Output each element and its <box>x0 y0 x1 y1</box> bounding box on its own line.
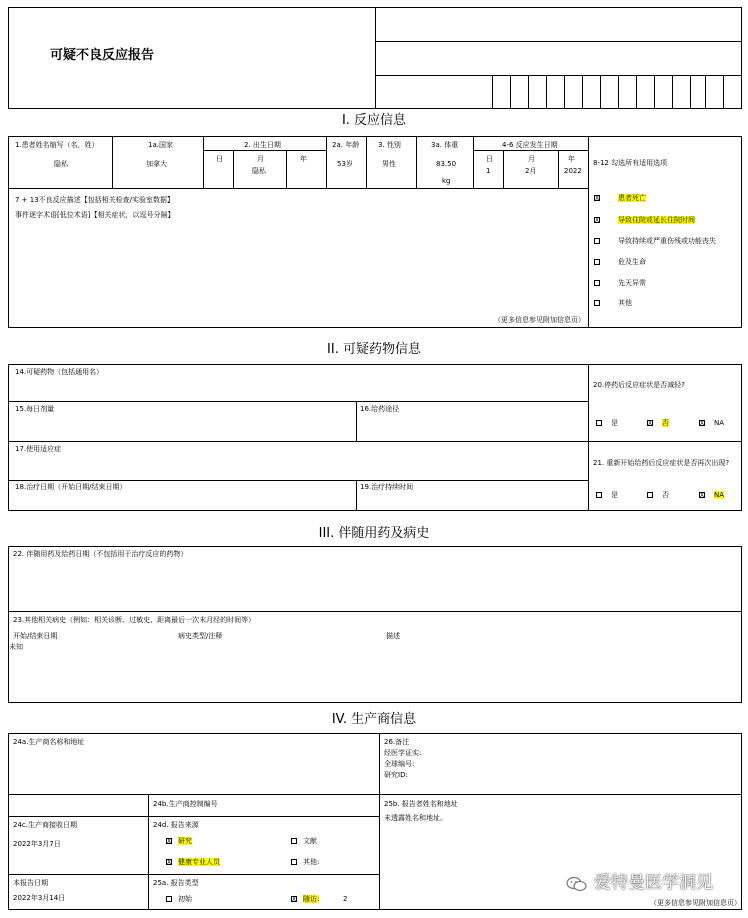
remark-medically-confirmed: 经医学证实: <box>384 749 422 757</box>
criteria-checkbox-other[interactable] <box>594 300 600 306</box>
remark-study-id: 研究ID: <box>384 771 408 779</box>
type-followup-label: 随访: <box>303 895 320 903</box>
section-title-reaction: I. 反应信息 <box>341 113 407 128</box>
control-number-label: 24b.生产商控制编号 <box>153 800 218 808</box>
country-value: 加拿大 <box>146 160 167 168</box>
type-followup-checkbox[interactable]: X <box>292 896 297 903</box>
daily-dose-label: 15.每日剂量 <box>15 405 55 413</box>
report-date-label: 本报告日期 <box>13 879 48 887</box>
route-label: 16.给药途径 <box>360 405 400 413</box>
sex-label: 3. 性别 <box>378 141 401 149</box>
rechallenge-na-checkbox[interactable]: X <box>700 492 705 499</box>
source-literature-checkbox[interactable] <box>291 838 297 844</box>
dechallenge-yes-label: 是 <box>611 419 618 427</box>
history-col-description: 描述 <box>386 632 400 640</box>
source-literature-label: 文献 <box>303 837 317 845</box>
rechallenge-yes-label: 是 <box>611 491 618 499</box>
criteria-checkbox-congenital[interactable] <box>594 280 600 286</box>
reaction-description-label: 7 + 13不良反应描述【包括相关检查/实验室数据】 <box>15 196 175 204</box>
type-initial-checkbox[interactable] <box>166 896 172 902</box>
patient-id-value: 隐私 <box>54 160 68 168</box>
criteria-title: 8-12 勾选所有适用选项 <box>593 159 668 167</box>
age-value: 53岁 <box>337 160 353 168</box>
dechallenge-question: 20.停药后反应症状是否减轻? <box>593 381 685 389</box>
medical-history-label: 23.其他相关病史（例如：相关诊断、过敏史、距离最后一次末月经的时间等） <box>13 616 256 624</box>
onset-year-label: 年 <box>568 155 575 163</box>
manufacturer-name-label: 24a.生产商名称和地址 <box>13 738 85 746</box>
history-box <box>8 546 742 703</box>
report-type-label: 25a. 报告类型 <box>153 879 199 887</box>
received-date-value: 2022年3月7日 <box>13 840 61 848</box>
footer-more-info: （更多信息参见附加信息页） <box>650 899 741 907</box>
section-title-drug: II. 可疑药物信息 <box>327 342 421 357</box>
report-title: 可疑不良反应报告 <box>50 48 155 63</box>
criteria-label-congenital: 先天异常 <box>618 279 646 287</box>
birth-month-label: 月 <box>257 155 264 163</box>
type-initial-label: 初始 <box>178 895 192 903</box>
reporter-label: 25b. 报告者姓名和地址 <box>384 800 458 808</box>
section-title-manufacturer: IV. 生产商信息 <box>331 712 417 727</box>
rechallenge-yes-checkbox[interactable] <box>596 492 602 498</box>
wechat-icon <box>566 876 588 892</box>
criteria-label-hospitalization: 导致住院或延长住院时间 <box>618 216 695 224</box>
onset-year-value: 2022 <box>564 167 582 175</box>
source-hcp-label: 健康专业人员 <box>178 858 220 866</box>
dechallenge-yes-checkbox[interactable] <box>596 420 602 426</box>
source-other-label: 其他: <box>303 858 320 866</box>
onset-day-label: 日 <box>486 155 493 163</box>
indication-label: 17.使用适应症 <box>15 445 62 453</box>
report-date-value: 2022年3月14日 <box>13 894 66 902</box>
birth-day-label: 日 <box>216 155 223 163</box>
more-info-note: （更多信息参见附加信息页） <box>494 316 585 324</box>
therapy-dates-label: 18.治疗日期（开始日期/结束日期） <box>15 483 127 491</box>
report-source-label: 24d. 报告来源 <box>153 821 199 829</box>
criteria-label-life-threatening: 危及生命 <box>618 258 646 266</box>
criteria-checkbox-death[interactable]: X <box>595 195 600 202</box>
history-col-dates: 开始/结束日期 <box>13 632 58 640</box>
age-label: 2a. 年龄 <box>332 141 360 149</box>
remark-global-id: 全球编号: <box>384 760 415 768</box>
history-row-value: 未知 <box>9 643 23 651</box>
rechallenge-no-label: 否 <box>662 491 669 499</box>
criteria-checkbox-disability[interactable] <box>594 238 600 244</box>
birth-year-label: 年 <box>300 155 307 163</box>
history-col-type: 病史类型/注释 <box>178 632 223 640</box>
weight-unit: kg <box>442 177 451 185</box>
followup-number: 2 <box>343 895 348 903</box>
criteria-label-other: 其他 <box>618 299 632 307</box>
reporter-value: 未透露姓名和地址。 <box>384 814 447 822</box>
watermark-text: 爱特曼医学洞见 <box>594 873 713 893</box>
dechallenge-na-label: NA <box>714 419 725 427</box>
criteria-checkbox-hospitalization[interactable]: X <box>595 217 600 224</box>
country-label: 1a.国家 <box>148 141 173 149</box>
rechallenge-na-label: NA <box>714 491 725 499</box>
source-other-checkbox[interactable] <box>291 859 297 865</box>
source-study-checkbox[interactable]: X <box>167 838 172 845</box>
sex-value: 男性 <box>382 160 396 168</box>
rechallenge-no-checkbox[interactable] <box>647 492 653 498</box>
onset-date-label: 4-6 反应发生日期 <box>502 141 558 149</box>
dechallenge-no-label: 否 <box>662 419 669 427</box>
dechallenge-na-checkbox[interactable]: X <box>700 420 705 427</box>
birth-month-value: 隐私 <box>252 167 266 175</box>
criteria-checkbox-life-threatening[interactable] <box>594 259 600 265</box>
therapy-duration-label: 19.治疗持续时间 <box>360 483 414 491</box>
rechallenge-question: 21. 重新开始给药后反应症状是否再次出现? <box>593 459 730 467</box>
source-hcp-checkbox[interactable]: X <box>167 859 172 866</box>
suspect-drug-label: 14.可疑药物（包括通用名） <box>15 368 104 376</box>
weight-label: 3a. 体重 <box>431 141 459 149</box>
onset-day-value: 1 <box>486 167 491 175</box>
received-date-label: 24c.生产商接收日期 <box>13 821 77 829</box>
concomitant-drugs-label: 22. 伴随用药及给药日期（不包括用于治疗反应的药物） <box>13 550 188 558</box>
source-study-label: 研究 <box>178 837 192 845</box>
criteria-label-death: 患者死亡 <box>618 194 646 202</box>
criteria-label-disability: 导致持续或严重伤残或功能丧失 <box>618 237 716 245</box>
reaction-verbatim-label: 事件逐字术语[低位术语]【相关症状，以逗号分隔】 <box>15 211 175 219</box>
onset-month-value: 2月 <box>525 167 537 175</box>
dechallenge-no-checkbox[interactable]: X <box>648 420 653 427</box>
patient-id-label: 1.患者姓名缩写（名，姓） <box>15 141 99 149</box>
birth-date-label: 2. 出生日期 <box>244 141 281 149</box>
section-title-history: III. 伴随用药及病史 <box>318 526 430 541</box>
onset-month-label: 月 <box>528 155 535 163</box>
remarks-label: 26.备注 <box>384 738 410 746</box>
weight-value: 83.50 <box>436 160 457 168</box>
